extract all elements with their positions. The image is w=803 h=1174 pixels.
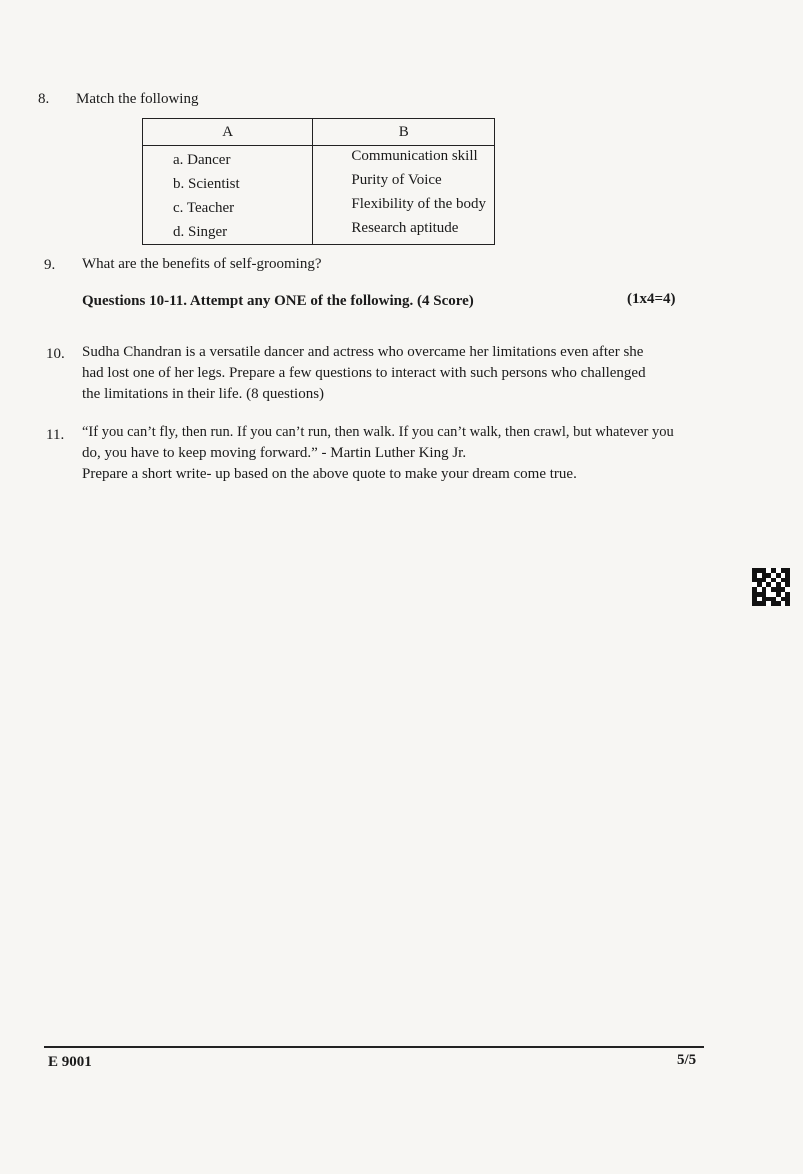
question-9-number: 9.	[44, 257, 56, 273]
column-b-item: Flexibility of the body	[351, 196, 486, 212]
question-10-line: the limitations in their life. (8 questions)	[82, 386, 325, 402]
section-score: (1x4=4)	[627, 291, 676, 307]
question-8-number: 8.	[38, 91, 50, 107]
section-instruction: Questions 10-11. Attempt any ONE of the following. (4 Score)	[82, 293, 474, 309]
column-a-header: A	[143, 119, 313, 146]
column-b-item: Research aptitude	[351, 220, 459, 236]
column-a-cell	[143, 146, 313, 245]
qr-code	[752, 568, 790, 606]
column-a-item: c. Teacher	[173, 200, 235, 216]
question-11-line: Prepare a short write- up based on the above quote to make your dream come true.	[82, 466, 577, 482]
column-a-item: a. Dancer	[173, 152, 231, 168]
column-b-header: B	[313, 119, 495, 146]
question-10-line: Sudha Chandran is a versatile dancer and actress who overcame her limitations even after she	[82, 344, 644, 360]
question-11-line: “If you can’t fly, then run. If you can’t run, then walk. If you can’t walk, then crawl, but whatever you	[82, 424, 674, 440]
question-10-line: had lost one of her legs. Prepare a few questions to interact with such persons who challenged	[82, 365, 646, 381]
question-11-text	[82, 422, 694, 485]
paper-code: E 9001	[48, 1054, 92, 1070]
column-b-cell	[313, 146, 495, 245]
footer-rule	[44, 1046, 704, 1048]
question-11-number: 11.	[46, 427, 65, 443]
column-b-item: Purity of Voice	[351, 172, 442, 188]
match-table-header-row	[143, 119, 495, 146]
column-a-item: b. Scientist	[173, 176, 240, 192]
question-10-number: 10.	[46, 346, 65, 362]
question-8-text: Match the following	[76, 91, 199, 107]
page-number: 5/5	[677, 1052, 697, 1068]
question-10-text	[82, 342, 694, 405]
column-b-item: Communication skill	[351, 148, 478, 164]
match-table	[142, 118, 495, 245]
question-11-line: do, you have to keep moving forward.” - Martin Luther King Jr.	[82, 445, 467, 461]
column-a-item: d. Singer	[173, 224, 228, 240]
question-9-text: What are the benefits of self-grooming?	[82, 256, 322, 272]
match-table-body-row	[143, 146, 495, 245]
